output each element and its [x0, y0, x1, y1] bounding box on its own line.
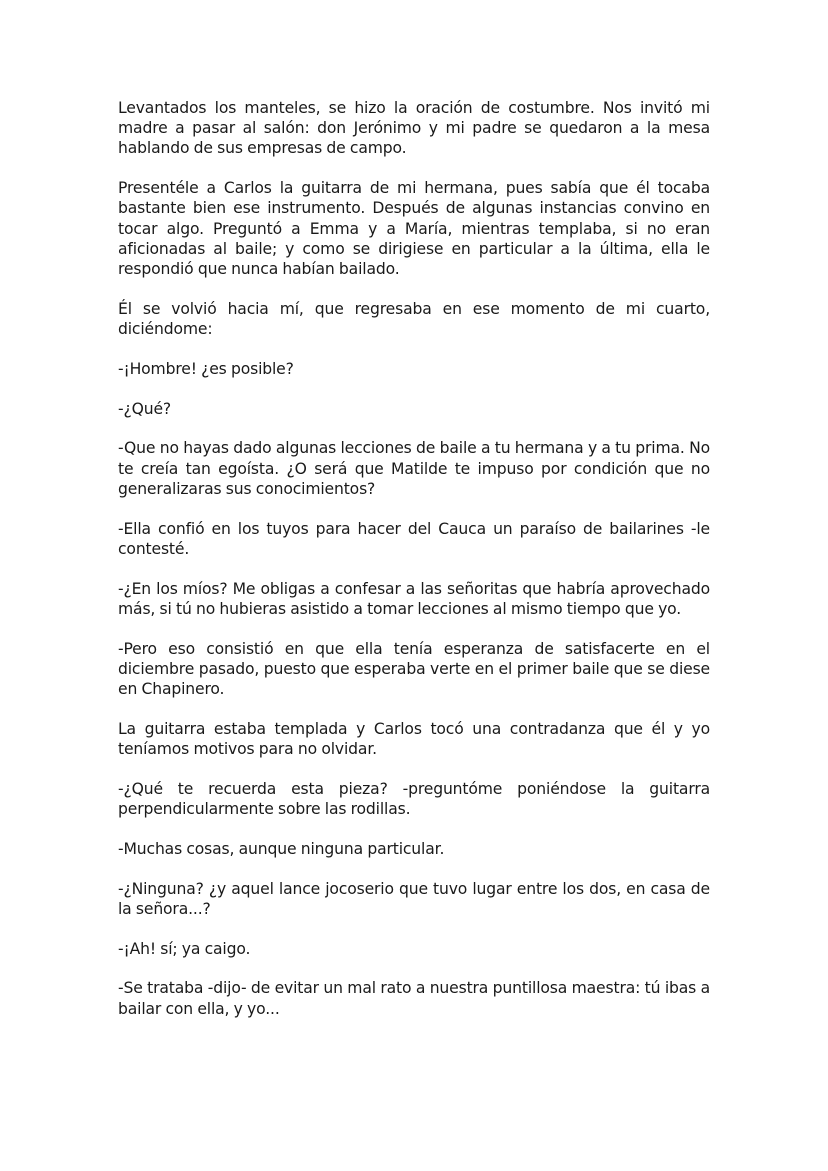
- paragraph-4: -¡Hombre! ¿es posible?: [118, 359, 294, 378]
- paragraph-7: -Ella confió en los tuyos para hacer del Cauca un paraíso de bailarines -le contesté.: [118, 519, 710, 558]
- paragraph-5: -¿Qué?: [118, 399, 172, 418]
- paragraph-1: Levantados los manteles, se hizo la oración de costumbre. Nos invitó mi madre a pasar al salón: don Jerónimo y mi padre se quedaron a la mesa hablando de sus empresas de campo.: [118, 99, 710, 158]
- paragraph-10: La guitarra estaba templada y Carlos tocó una contradanza que él y yo teníamos motivos para no olvidar.: [118, 719, 710, 759]
- paragraph-6: -Que no hayas dado algunas lecciones de baile a tu hermana y a tu prima. No te creía tan egoísta. ¿O será que Matilde te impuso por condición que no generalizaras sus conocimientos?: [118, 439, 710, 498]
- paragraph-8: -¿En los míos? Me obligas a confesar a las señoritas que habría aprovechado más, si tú no hubieras asistido a tomar lecciones al mismo tiempo que yo.: [118, 579, 710, 618]
- document-page: [118, 98, 710, 1038]
- paragraph-9: -Pero eso consistió en que ella tenía esperanza de satisfacerte en el diciembre pasado, puesto que esperaba verte en el primer baile que se diese en Chapinero.: [118, 639, 710, 699]
- paragraph-3: Él se volvió hacia mí, que regresaba en ese momento de mi cuarto, diciéndome:: [118, 299, 710, 339]
- paragraph-15: -Se trataba -dijo- de evitar un mal rato a nuestra puntillosa maestra: tú ibas a bailar con ella, y yo...: [118, 979, 710, 1018]
- paragraph-13: -¿Ninguna? ¿y aquel lance jocoserio que tuvo lugar entre los dos, en casa de la señora...?: [118, 879, 710, 918]
- paragraph-11: -¿Qué te recuerda esta pieza? -preguntóme poniéndose la guitarra perpendicularmente sobre las rodillas.: [118, 779, 710, 819]
- paragraph-14: -¡Ah! sí; ya caigo.: [118, 939, 251, 958]
- paragraph-2: Presentéle a Carlos la guitarra de mi hermana, pues sabía que él tocaba bastante bien ese instrumento. Después de algunas instancias convino en tocar algo. Preguntó a Emma y a María, mientras templaba, si no eran aficionadas al baile; y como se dirigiese en particular a la última, ella le respondió que nunca habían bailado.: [118, 179, 710, 279]
- paragraph-12: -Muchas cosas, aunque ninguna particular.: [118, 839, 445, 858]
